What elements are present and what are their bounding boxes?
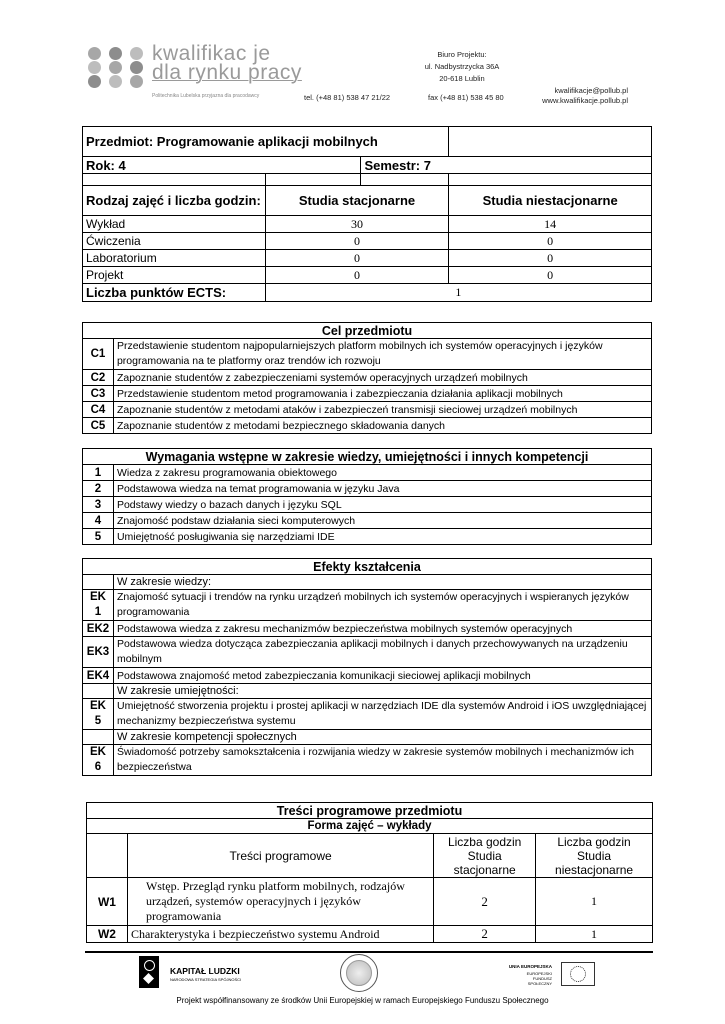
university-seal-icon xyxy=(340,954,378,992)
table-row: Ćwiczenia 0 0 xyxy=(83,233,652,250)
table-row: 1 Wiedza z zakresu programowania obiektowego xyxy=(83,465,652,481)
table-row: Wykład 30 14 xyxy=(83,216,652,233)
table-row: 5 Umiejętność posługiwania się narzędziami IDE xyxy=(83,529,652,545)
table-row: EK 1 Znajomość sytuacji i trendów na rynku urządzeń mobilnych ich systemów operacyjnych i wspieranych języków programowania xyxy=(83,590,652,621)
table-row: EK4 Podstawowa znajomość metod zabezpieczania komunikacji sieciowej aplikacji mobilnych xyxy=(83,668,652,684)
type-label: Rodzaj zajęć i liczba godzin: xyxy=(83,186,266,216)
contact-links xyxy=(520,86,628,106)
wiedza-heading: W zakresie wiedzy: xyxy=(113,575,651,590)
umiejetnosci-heading: W zakresie umiejętności: xyxy=(113,684,651,699)
funding-note: Projekt współfinansowany ze środków Unii Europejskiej w ramach Europejskiego Funduszu Społecznego xyxy=(176,996,549,1005)
kapital-ludzki-icon xyxy=(139,956,159,988)
course-info-table xyxy=(82,126,652,302)
col-tresci: Treści programowe xyxy=(127,834,433,878)
table-row: EK2 Podstawowa wiedza z zakresu mechanizmów bezpieczeństwa mobilnych systemów operacyjnych xyxy=(83,621,652,637)
email-link[interactable]: kwalifikacje@pollub.pl xyxy=(554,86,628,95)
logo-subtitle: Politechnika Lubelska przyjazna dla pracodawcy xyxy=(152,93,260,99)
efekty-title: Efekty kształcenia xyxy=(83,559,652,575)
table-row: W1 Wstęp. Przegląd rynku platform mobilnych, rodzajów urządzeń, systemów operacyjnych i języków programowania 2 1 xyxy=(87,878,653,926)
table-row: C4 Zapoznanie studentów z metodami ataków i zabezpieczeń transmisji sieciowej urządzeń mobilnych xyxy=(83,402,652,418)
table-row: EK3 Podstawowa wiedza dotycząca zabezpieczania aplikacji mobilnych i danych przechowywanych na urządzeniu mobilnym xyxy=(83,637,652,668)
eu-flag-icon xyxy=(561,962,595,986)
table-row: C5 Zapoznanie studentów z metodami bezpiecznego składowania danych xyxy=(83,418,652,434)
tresci-table xyxy=(86,802,653,943)
table-row: 2 Podstawowa wiedza na temat programowania w języku Java xyxy=(83,481,652,497)
year: Rok: 4 xyxy=(83,157,361,174)
kompetencje-heading: W zakresie kompetencji społecznych xyxy=(113,730,651,745)
fax-number: fax (+48 81) 538 45 80 xyxy=(428,93,504,102)
table-row: EK 6 Świadomość potrzeby samokształcenia i rozwijania wiedzy w zakresie systemów mobilnych i mechanizmów ich bezpieczeństwa xyxy=(83,745,652,776)
logo-dots-icon xyxy=(88,47,146,87)
footer-divider xyxy=(85,951,653,953)
semester: Semestr: 7 xyxy=(361,157,652,174)
website-link[interactable]: www.kwalifikacje.pollub.pl xyxy=(542,96,628,105)
col-niestacjonarne: Studia niestacjonarne xyxy=(449,186,652,216)
ects-value: 1 xyxy=(265,284,651,302)
table-row: EK 5 Umiejętność stworzenia projektu i prostej aplikacji w narzędziach IDE dla systemów Android i iOS uwzględniającej mechanizmy bezpieczeństwa systemu xyxy=(83,699,652,730)
cel-table xyxy=(82,322,652,434)
table-row: W2 Charakterystyka i bezpieczeństwo systemu Android 2 1 xyxy=(87,926,653,943)
table-row: C3 Przedstawienie studentom metod programowania i zabezpieczania działania aplikacji mobilnych xyxy=(83,386,652,402)
cel-title: Cel przedmiotu xyxy=(83,323,652,339)
tresci-subtitle: Forma zajęć – wykłady xyxy=(87,819,653,834)
efekty-table xyxy=(82,558,652,776)
phone-number: tel. (+48 81) 538 47 21/22 xyxy=(304,93,391,102)
table-row: C2 Zapoznanie studentów z zabezpieczeniami systemów operacyjnych urządzeń mobilnych xyxy=(83,370,652,386)
subject-name: Przedmiot: Programowanie aplikacji mobilnych xyxy=(83,127,449,157)
tresci-title: Treści programowe przedmiotu xyxy=(87,803,653,819)
kapital-ludzki-logo: KAPITAŁ LUDZKI NARODOWA STRATEGIA SPÓJNOŚCI xyxy=(139,956,259,990)
table-row: C1 Przedstawienie studentom najpopularniejszych platform mobilnych ich systemów operacyjnych i języków programowania na te platformy oraz trendów ich rozwoju xyxy=(83,339,652,370)
wymagania-title: Wymagania wstępne w zakresie wiedzy, umiejętności i innych kompetencji xyxy=(83,449,652,465)
ects-label: Liczba punktów ECTS: xyxy=(83,284,266,302)
eu-logo: UNIA EUROPEJSKA EUROPEJSKI FUNDUSZ SPOŁECZNY xyxy=(504,962,594,988)
project-office-address: Biuro Projektu: ul. Nadbystrzycka 36A 20-618 Lublin xyxy=(424,50,500,83)
wymagania-table xyxy=(82,448,652,545)
col-hours-st: Liczba godzin Studia stacjonarne xyxy=(434,834,536,878)
table-row: Laboratorium 0 0 xyxy=(83,250,652,267)
logo-text: kwalifikac je dla rynku pracy xyxy=(152,42,302,84)
table-row: 4 Znajomość podstaw działania sieci komputerowych xyxy=(83,513,652,529)
col-hours-nst: Liczba godzin Studia niestacjonarne xyxy=(536,834,653,878)
table-row: 3 Podstawy wiedzy o bazach danych i języku SQL xyxy=(83,497,652,513)
col-stacjonarne: Studia stacjonarne xyxy=(265,186,449,216)
table-row: Projekt 0 0 xyxy=(83,267,652,284)
